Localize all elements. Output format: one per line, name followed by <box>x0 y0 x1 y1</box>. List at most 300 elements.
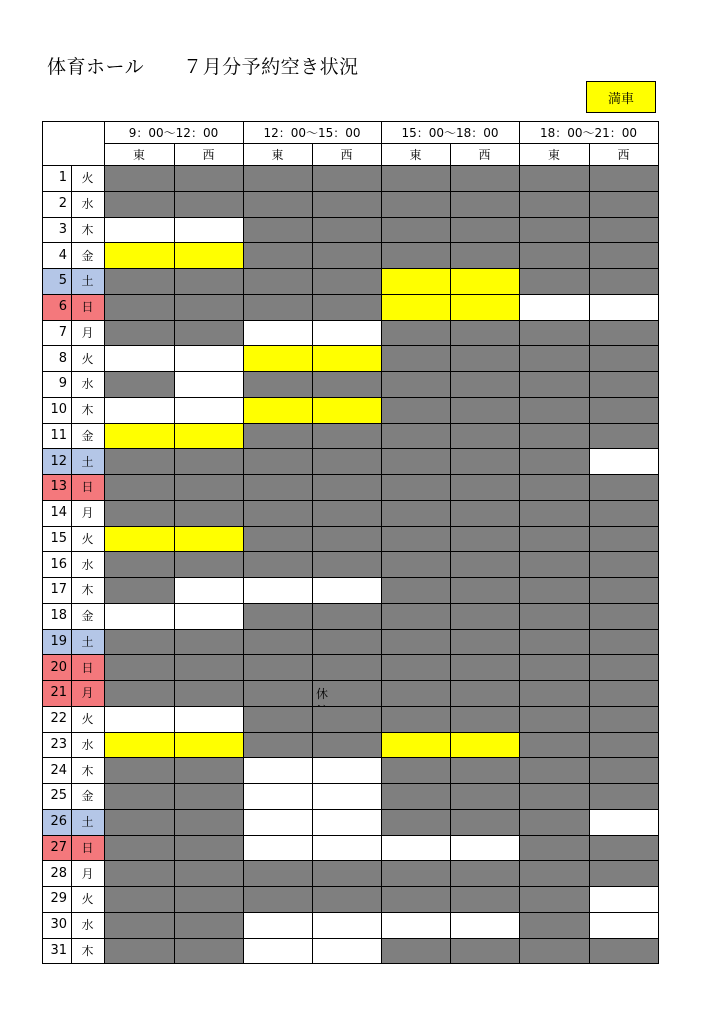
slot-cell-full <box>243 345 312 371</box>
grid-line <box>42 320 659 321</box>
slot-cell-booked <box>381 603 450 629</box>
slot-cell-booked <box>519 783 589 809</box>
day-of-week: 金 <box>81 609 94 624</box>
slot-cell-free <box>174 706 243 732</box>
grid-line <box>42 757 659 758</box>
slot-cell-booked <box>174 654 243 680</box>
slot-cell-free <box>243 938 312 964</box>
slot-cell-booked <box>312 448 381 474</box>
day-number: 22 <box>50 711 67 727</box>
slot-cell-booked <box>450 809 519 835</box>
slot-cell-booked <box>589 242 658 268</box>
day-number: 11 <box>50 427 67 443</box>
slot-cell-booked <box>450 680 519 706</box>
grid-line <box>104 121 105 964</box>
grid-line <box>42 191 659 192</box>
slot-cell-booked <box>174 165 243 191</box>
slot-cell-booked <box>381 448 450 474</box>
slot-cell-free <box>589 912 658 938</box>
slot-cell-booked <box>174 551 243 577</box>
day-of-week: 金 <box>81 248 94 263</box>
slot-cell-full <box>450 294 519 320</box>
slot-cell-booked <box>174 783 243 809</box>
slot-cell-booked <box>450 371 519 397</box>
slot-cell-booked <box>519 757 589 783</box>
day-of-week: 金 <box>81 789 94 804</box>
slot-cell-booked <box>243 654 312 680</box>
slot-cell-booked <box>381 191 450 217</box>
slot-cell-booked <box>104 448 174 474</box>
day-of-week: 水 <box>81 557 94 572</box>
slot-cell-booked <box>519 603 589 629</box>
slot-cell-booked <box>312 165 381 191</box>
grid-line <box>42 912 659 913</box>
day-of-week: 日 <box>71 835 104 861</box>
slot-cell-booked <box>589 783 658 809</box>
slot-cell-full <box>243 397 312 423</box>
slot-cell-booked <box>243 423 312 449</box>
slot-cell-booked <box>243 371 312 397</box>
slot-cell-booked <box>381 860 450 886</box>
slot-cell-free <box>243 577 312 603</box>
slot-cell-booked <box>519 654 589 680</box>
slot-cell-free <box>243 320 312 346</box>
slot-cell-booked <box>589 860 658 886</box>
slot-cell-booked <box>589 629 658 655</box>
slot-cell-full <box>104 732 174 758</box>
time-slot-header: 9：00～12：00 <box>128 125 219 140</box>
slot-cell-booked <box>519 242 589 268</box>
slot-cell-free <box>104 217 174 243</box>
slot-cell-booked <box>381 165 450 191</box>
slot-cell-free <box>243 835 312 861</box>
slot-cell-booked <box>450 448 519 474</box>
day-of-week: 火 <box>81 712 94 727</box>
slot-cell-booked <box>589 577 658 603</box>
day-number: 7 <box>58 324 67 340</box>
day-number: 16 <box>50 556 67 572</box>
slot-cell-booked <box>450 500 519 526</box>
slot-cell-booked <box>312 706 381 732</box>
grid-line <box>450 143 451 964</box>
time-slot-header: 12：00～15：00 <box>263 125 361 140</box>
slot-cell-booked <box>381 577 450 603</box>
slot-cell-booked <box>519 165 589 191</box>
slot-cell-booked <box>519 680 589 706</box>
slot-cell-booked <box>174 294 243 320</box>
slot-cell-free <box>312 577 381 603</box>
grid-line <box>589 143 590 964</box>
grid-line <box>42 577 659 578</box>
day-number: 26 <box>42 809 71 835</box>
slot-cell-free <box>381 835 450 861</box>
grid-line <box>42 345 659 346</box>
slot-cell-free <box>450 835 519 861</box>
slot-cell-booked <box>381 320 450 346</box>
slot-cell-free <box>589 809 658 835</box>
slot-cell-booked <box>243 448 312 474</box>
day-of-week: 土 <box>71 268 104 294</box>
slot-cell-free <box>312 809 381 835</box>
slot-cell-booked <box>243 294 312 320</box>
slot-cell-booked <box>381 629 450 655</box>
slot-cell-booked <box>589 320 658 346</box>
slot-cell-booked <box>519 448 589 474</box>
slot-cell-booked <box>519 191 589 217</box>
grid-line <box>42 938 659 939</box>
slot-cell-full <box>174 526 243 552</box>
slot-cell-full <box>381 732 450 758</box>
grid-line <box>42 886 659 887</box>
slot-cell-booked <box>519 732 589 758</box>
day-of-week: 火 <box>81 531 94 546</box>
slot-cell-booked <box>243 165 312 191</box>
slot-cell-booked <box>519 577 589 603</box>
slot-cell-booked <box>243 474 312 500</box>
slot-cell-booked <box>519 371 589 397</box>
slot-cell-booked <box>104 268 174 294</box>
slot-cell-booked <box>589 526 658 552</box>
slot-cell-free <box>104 345 174 371</box>
grid-line <box>42 474 659 475</box>
slot-cell-booked <box>104 191 174 217</box>
slot-cell-booked <box>174 835 243 861</box>
slot-cell-booked <box>312 242 381 268</box>
grid-line <box>42 242 659 243</box>
slot-cell-booked <box>104 629 174 655</box>
slot-cell-booked <box>312 629 381 655</box>
slot-cell-free <box>104 603 174 629</box>
slot-cell-booked <box>519 886 589 912</box>
grid-line <box>312 143 313 964</box>
slot-cell-booked <box>381 809 450 835</box>
slot-cell-booked <box>381 526 450 552</box>
day-of-week: 水 <box>81 197 94 212</box>
day-number: 21 <box>42 680 71 706</box>
day-number: 31 <box>50 942 67 958</box>
slot-cell-booked <box>104 294 174 320</box>
slot-cell-free <box>312 783 381 809</box>
slot-cell-booked <box>589 371 658 397</box>
slot-cell-booked <box>519 268 589 294</box>
grid-line <box>174 143 175 964</box>
grid-line <box>658 121 659 964</box>
slot-cell-booked <box>174 500 243 526</box>
slot-cell-booked <box>243 886 312 912</box>
slot-cell-booked <box>243 500 312 526</box>
grid-line <box>42 963 659 964</box>
slot-cell-booked <box>312 268 381 294</box>
day-number: 6 <box>42 294 71 320</box>
day-number: 1 <box>58 170 67 186</box>
slot-cell-booked <box>381 242 450 268</box>
slot-cell-booked <box>243 732 312 758</box>
slot-cell-booked <box>450 654 519 680</box>
slot-cell-booked <box>450 783 519 809</box>
slot-cell-booked <box>589 938 658 964</box>
day-number: 14 <box>50 505 67 521</box>
slot-cell-booked <box>312 371 381 397</box>
slot-cell-booked <box>589 217 658 243</box>
slot-cell-booked <box>174 629 243 655</box>
slot-cell-booked <box>104 165 174 191</box>
day-of-week: 月 <box>71 680 104 706</box>
slot-cell-free <box>174 603 243 629</box>
slot-cell-full <box>450 268 519 294</box>
slot-cell-booked <box>381 217 450 243</box>
slot-cell-booked <box>381 397 450 423</box>
slot-cell-full <box>104 526 174 552</box>
slot-cell-booked <box>589 680 658 706</box>
slot-cell-free <box>174 397 243 423</box>
closed-day-note: 休 <box>316 687 329 701</box>
day-number: 18 <box>50 608 67 624</box>
slot-cell-free <box>589 294 658 320</box>
slot-cell-free <box>104 706 174 732</box>
slot-cell-booked <box>450 345 519 371</box>
grid-line <box>42 654 659 655</box>
slot-cell-booked <box>519 835 589 861</box>
slot-cell-booked <box>312 474 381 500</box>
grid-line <box>42 423 659 424</box>
day-of-week: 火 <box>81 351 94 366</box>
slot-cell-booked <box>312 603 381 629</box>
day-number: 19 <box>42 629 71 655</box>
slot-cell-booked <box>312 886 381 912</box>
day-of-week: 火 <box>81 892 94 907</box>
slot-cell-booked <box>381 886 450 912</box>
grid-line <box>381 121 382 964</box>
slot-cell-booked <box>104 860 174 886</box>
slot-cell-booked <box>243 526 312 552</box>
day-number: 3 <box>58 221 67 237</box>
grid-line <box>243 121 244 964</box>
slot-cell-booked <box>104 577 174 603</box>
slot-cell-free <box>243 757 312 783</box>
slot-cell-free <box>589 448 658 474</box>
slot-cell-booked <box>450 217 519 243</box>
slot-cell-booked <box>519 629 589 655</box>
slot-cell-booked <box>174 268 243 294</box>
slot-cell-booked <box>519 217 589 243</box>
slot-cell-booked <box>589 500 658 526</box>
side-header: 東 <box>271 147 284 162</box>
slot-cell-booked <box>312 654 381 680</box>
grid-line <box>42 121 659 122</box>
day-number: 15 <box>50 530 67 546</box>
slot-cell-booked <box>519 345 589 371</box>
grid-line <box>519 121 520 964</box>
grid-line <box>42 732 659 733</box>
slot-cell-booked <box>243 551 312 577</box>
slot-cell-booked <box>450 423 519 449</box>
slot-cell-free <box>450 912 519 938</box>
slot-cell-booked <box>589 191 658 217</box>
grid-line <box>42 860 659 861</box>
slot-cell-booked <box>243 706 312 732</box>
slot-cell-full <box>174 732 243 758</box>
slot-cell-booked <box>174 860 243 886</box>
day-number: 5 <box>42 268 71 294</box>
day-of-week: 木 <box>81 763 94 778</box>
slot-cell-booked <box>450 629 519 655</box>
day-of-week: 月 <box>81 866 94 881</box>
slot-cell-booked <box>381 474 450 500</box>
grid-line <box>42 551 659 552</box>
grid-line <box>42 500 659 501</box>
slot-cell-booked <box>104 835 174 861</box>
slot-cell-booked <box>174 191 243 217</box>
grid-line <box>71 165 72 964</box>
grid-line <box>42 603 659 604</box>
slot-cell-booked <box>519 423 589 449</box>
slot-cell-full <box>450 732 519 758</box>
slot-cell-booked <box>381 551 450 577</box>
slot-cell-free <box>174 371 243 397</box>
slot-cell-booked <box>104 809 174 835</box>
slot-cell-booked <box>381 654 450 680</box>
slot-cell-booked <box>312 860 381 886</box>
grid-line <box>42 165 659 166</box>
slot-cell-booked <box>589 165 658 191</box>
slot-cell-booked <box>174 809 243 835</box>
grid-line <box>42 217 659 218</box>
slot-cell-booked <box>104 783 174 809</box>
slot-cell-full <box>381 268 450 294</box>
slot-cell-free <box>312 320 381 346</box>
side-header: 東 <box>409 147 422 162</box>
slot-cell-free <box>589 886 658 912</box>
day-number: 2 <box>58 196 67 212</box>
slot-cell-booked <box>312 423 381 449</box>
day-of-week: 土 <box>71 448 104 474</box>
grid-line <box>42 294 659 295</box>
day-number: 12 <box>42 448 71 474</box>
slot-cell-booked <box>450 886 519 912</box>
side-header: 東 <box>132 147 145 162</box>
slot-cell-booked <box>174 474 243 500</box>
day-of-week: 日 <box>71 294 104 320</box>
slot-cell-booked <box>519 500 589 526</box>
day-of-week: 日 <box>71 474 104 500</box>
slot-cell-full <box>381 294 450 320</box>
slot-cell-booked <box>589 423 658 449</box>
day-of-week: 水 <box>81 377 94 392</box>
slot-cell-booked <box>589 397 658 423</box>
slot-cell-booked <box>450 577 519 603</box>
day-number: 25 <box>50 788 67 804</box>
day-of-week: 火 <box>81 171 94 186</box>
slot-cell-booked <box>104 320 174 346</box>
slot-cell-free <box>174 345 243 371</box>
slot-cell-booked <box>589 757 658 783</box>
slot-cell-free <box>519 294 589 320</box>
day-number: 24 <box>50 762 67 778</box>
grid-line <box>42 629 659 630</box>
slot-cell-booked <box>174 448 243 474</box>
slot-cell-booked <box>381 938 450 964</box>
slot-cell-booked <box>450 242 519 268</box>
slot-cell-booked <box>312 526 381 552</box>
slot-cell-booked <box>589 732 658 758</box>
slot-cell-booked <box>104 474 174 500</box>
slot-cell-booked <box>381 345 450 371</box>
time-slot-header: 18：00～21：00 <box>539 125 638 140</box>
slot-cell-booked <box>312 294 381 320</box>
slot-cell-booked <box>312 551 381 577</box>
slot-cell-booked <box>381 371 450 397</box>
slot-cell-booked <box>519 551 589 577</box>
slot-cell-booked <box>243 860 312 886</box>
legend-full: 満車 <box>586 81 656 113</box>
slot-cell-booked <box>450 165 519 191</box>
slot-cell-booked <box>174 680 243 706</box>
slot-cell-booked <box>104 654 174 680</box>
slot-cell-full <box>174 423 243 449</box>
day-number: 8 <box>58 350 67 366</box>
slot-cell-booked <box>174 886 243 912</box>
day-number: 30 <box>50 917 67 933</box>
slot-cell-booked <box>450 551 519 577</box>
slot-cell-booked <box>104 500 174 526</box>
slot-cell-full <box>104 423 174 449</box>
slot-cell-booked <box>450 757 519 783</box>
slot-cell-booked <box>519 397 589 423</box>
day-of-week: 金 <box>81 428 94 443</box>
day-of-week: 木 <box>81 222 94 237</box>
slot-cell-booked <box>519 912 589 938</box>
slot-cell-booked <box>243 680 312 706</box>
slot-cell-booked <box>312 500 381 526</box>
day-of-week: 木 <box>81 943 94 958</box>
slot-cell-booked <box>450 938 519 964</box>
day-number: 10 <box>50 402 67 418</box>
slot-cell-booked <box>104 680 174 706</box>
day-number: 13 <box>42 474 71 500</box>
slot-cell-full <box>312 397 381 423</box>
day-of-week: 水 <box>81 737 94 752</box>
day-of-week: 月 <box>81 325 94 340</box>
slot-cell-free <box>243 809 312 835</box>
slot-cell-booked <box>381 706 450 732</box>
day-number: 9 <box>58 376 67 392</box>
slot-cell-booked <box>450 526 519 552</box>
time-slot-header: 15：00～18：00 <box>401 125 499 140</box>
slot-cell-full <box>312 345 381 371</box>
slot-cell-booked <box>243 242 312 268</box>
side-header: 西 <box>202 147 215 162</box>
grid-line <box>42 397 659 398</box>
side-header: 西 <box>617 147 630 162</box>
slot-cell-booked <box>174 320 243 346</box>
grid-line <box>42 680 659 681</box>
slot-cell-booked <box>589 706 658 732</box>
slot-cell-booked <box>312 191 381 217</box>
slot-cell-booked <box>589 474 658 500</box>
slot-cell-booked <box>450 320 519 346</box>
day-number: 20 <box>42 654 71 680</box>
slot-cell-booked <box>381 680 450 706</box>
slot-cell-booked <box>589 654 658 680</box>
slot-cell-booked <box>174 912 243 938</box>
slot-cell-free <box>312 835 381 861</box>
day-of-week: 日 <box>71 654 104 680</box>
grid-line <box>42 809 659 810</box>
day-number: 4 <box>58 247 67 263</box>
slot-cell-booked <box>519 706 589 732</box>
day-of-week: 水 <box>81 918 94 933</box>
slot-cell-booked <box>312 732 381 758</box>
